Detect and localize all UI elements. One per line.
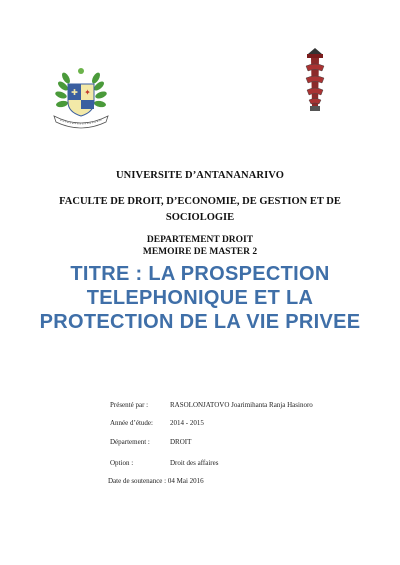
- study-year-label: Année d’étude:: [110, 419, 153, 427]
- department-name: DEPARTEMENT DROIT: [146, 235, 254, 245]
- faculty-name-line2: SOCIOLOGIE: [165, 212, 235, 223]
- thesis-title-line3: PROTECTION DE LA VIE PRIVEE: [39, 311, 361, 333]
- university-crest-icon: [46, 64, 116, 130]
- svg-text:✚: ✚: [71, 88, 78, 97]
- svg-text:✦: ✦: [84, 88, 91, 97]
- defense-date: Date de soutenance : 04 Mai 2016: [108, 477, 204, 485]
- thesis-title-line2: TELEPHONIQUE ET LA: [86, 287, 314, 309]
- thesis-title: [0, 262, 400, 334]
- option-label: Option :: [110, 459, 134, 467]
- department-value: DROIT: [170, 438, 192, 446]
- thesis-title-line1: TITRE : LA PROSPECTION: [70, 263, 330, 285]
- presented-by-label: Présenté par :: [110, 401, 149, 409]
- faculty-name-line1: FACULTE DE DROIT, D’ECONOMIE, DE GESTION ET DE: [59, 196, 341, 207]
- university-name: UNIVERSITE D’ANTANANARIVO: [115, 170, 285, 181]
- department-label: Département :: [110, 438, 150, 446]
- memoire-type: MEMOIRE DE MASTER 2: [142, 247, 258, 257]
- study-year-value: 2014 - 2015: [170, 419, 204, 427]
- presented-by-value: RASOLONJATOVO Joarimihanta Ranja Hasinoro: [170, 401, 313, 409]
- option-value: Droit des affaires: [170, 459, 219, 467]
- faculty-emblem-icon: [298, 46, 332, 112]
